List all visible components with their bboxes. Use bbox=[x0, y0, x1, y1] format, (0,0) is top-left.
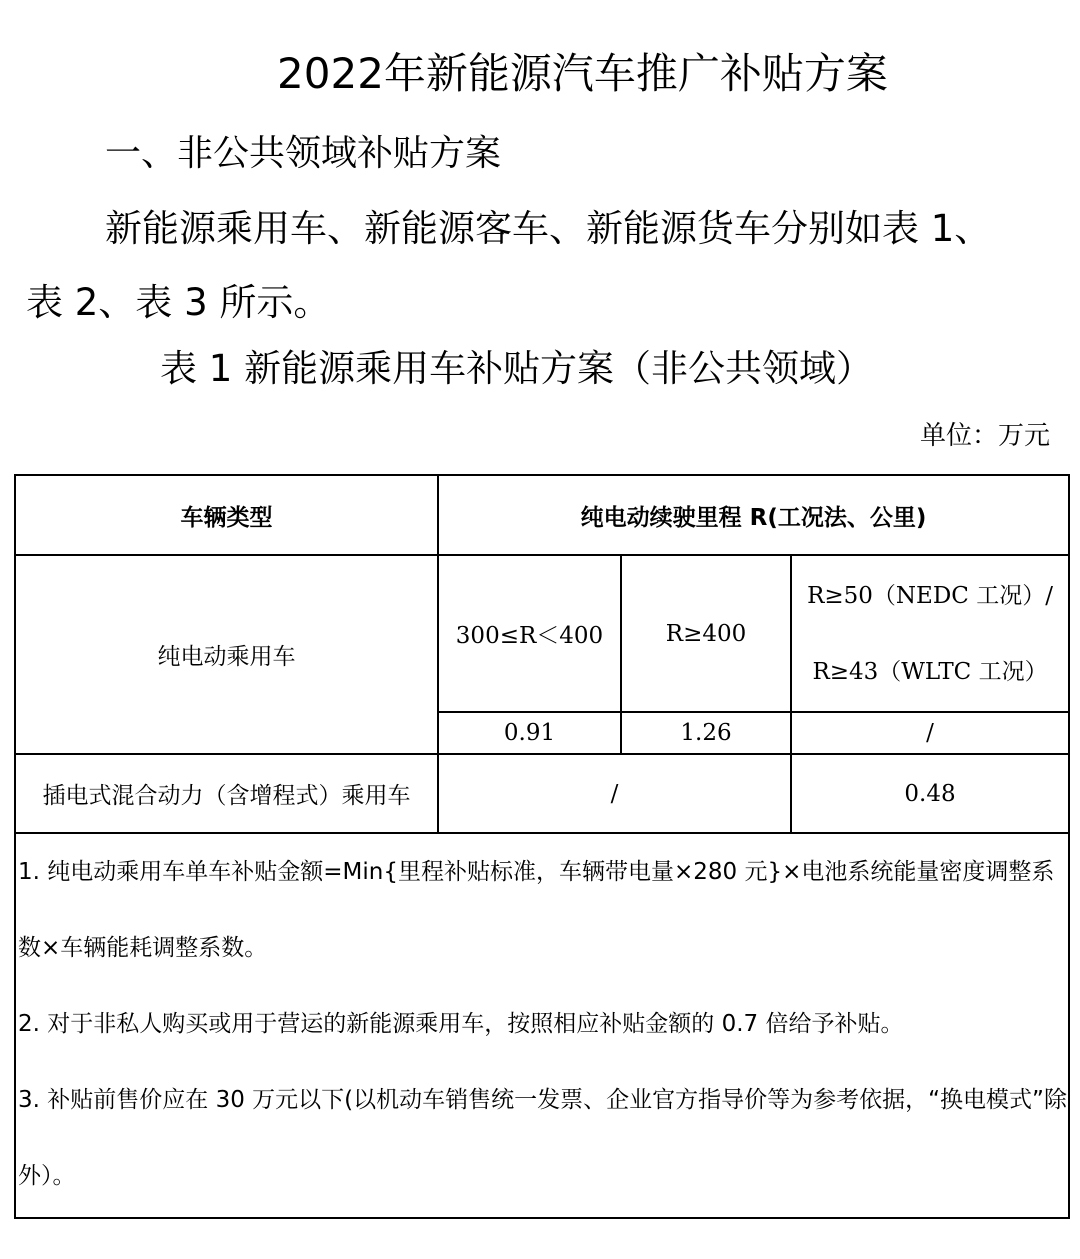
section-heading: 一、非公共领域补贴方案 bbox=[105, 133, 502, 174]
intro-paragraph-line2: 表 2、表 3 所示。 bbox=[26, 281, 331, 324]
header-range: 纯电动续驶里程 R(工况法、公里) bbox=[438, 475, 1069, 555]
bev-value-400-plus: 1.26 bbox=[621, 712, 791, 754]
note-2: 2. 对于非私人购买或用于营运的新能源乘用车，按照相应补贴金额的 0.7 倍给予补贴。 bbox=[18, 1011, 904, 1037]
phev-value-left: / bbox=[438, 754, 791, 833]
table-title: 表 1 新能源乘用车补贴方案（非公共领域） bbox=[160, 347, 874, 390]
bev-label: 纯电动乘用车 bbox=[15, 555, 438, 754]
header-vehicle-type: 车辆类型 bbox=[15, 475, 438, 555]
subsidy-table bbox=[14, 474, 1070, 1219]
bev-value-300-400: 0.91 bbox=[438, 712, 621, 754]
notes-cell bbox=[15, 833, 1069, 1218]
range-50-43 bbox=[791, 555, 1069, 712]
range-300-400: 300≤R＜400 bbox=[438, 555, 621, 712]
note-3: 3. 补贴前售价应在 30 万元以下(以机动车销售统一发票、企业官方指导价等为参考依据，“换电模式”除外）。 bbox=[18, 1087, 1067, 1189]
range-400-plus: R≥400 bbox=[621, 555, 791, 712]
document-title: 2022年新能源汽车推广补贴方案 bbox=[277, 49, 888, 98]
phev-value-right: 0.48 bbox=[791, 754, 1069, 833]
range-50-nedc: R≥50（NEDC 工况）/ bbox=[807, 582, 1053, 609]
bev-value-50-43: / bbox=[791, 712, 1069, 754]
note-1: 1. 纯电动乘用车单车补贴金额=Min{里程补贴标准，车辆带电量×280 元}×电池系统能量密度调整系数×车辆能耗调整系数。 bbox=[18, 859, 1055, 961]
unit-label: 单位：万元 bbox=[919, 421, 1050, 451]
range-43-wltc: R≥43（WLTC 工况） bbox=[812, 658, 1048, 685]
intro-paragraph-line1: 新能源乘用车、新能源客车、新能源货车分别如表 1、 bbox=[105, 207, 992, 250]
phev-label: 插电式混合动力（含增程式）乘用车 bbox=[15, 754, 438, 833]
